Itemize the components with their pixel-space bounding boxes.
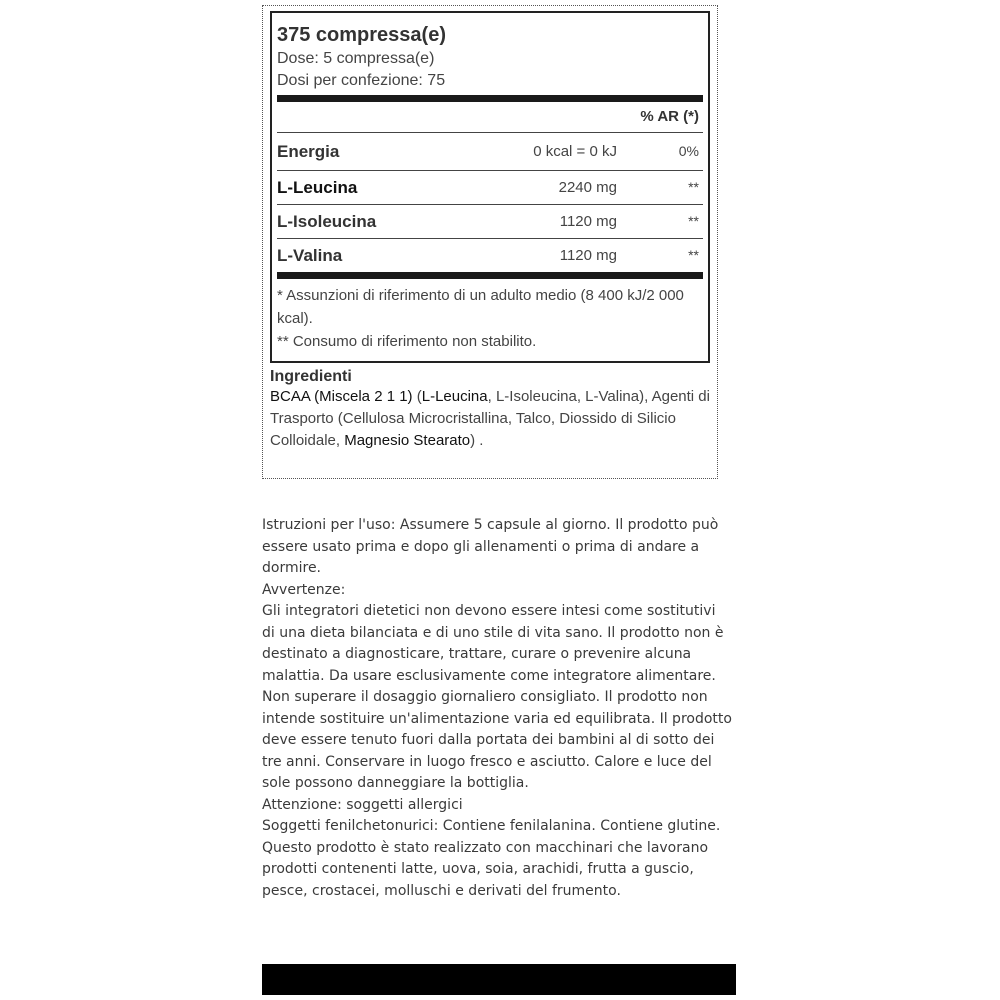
row-pct: ** bbox=[688, 247, 699, 263]
header-pct: % AR (*) bbox=[640, 108, 699, 125]
product-label bbox=[262, 5, 718, 479]
package-count: 375 compressa(e) bbox=[277, 24, 446, 46]
usage-instructions: Istruzioni per l'uso: Assumere 5 capsule al giorno. Il prodotto può essere usato prima e dopo gli allenamenti o prima di andare a dormire. Avvertenze: Gli integratori dietetici non devono essere intesi come sostitutivi di una dieta bilanciata e di uno stile di vita sano. Il prodotto non è destinato a diagnosticare, trattare, curare o prevenire alcuna malattia. Da usare esclusivamente come integratore alimentare. Non superare il dosaggio giornaliero consigliato. Il prodotto non intende sostituire un'alimentazione varia ed equilibrata. Il prodotto deve essere tenuto fuori dalla portata dei bambini al di sotto dei tre anni. Conservare in luogo fresco e asciutto. Calore e luce del sole possono danneggiare la bottiglia. Attenzione: soggetti allergici Soggetti fenilchetonurici: Contiene fenilalanina. Contiene glutine. Questo prodotto è stato realizzato con macchinari che lavorano prodotti contenenti latte, uova, soia, arachidi, frutta a guscio, pesce, crostacei, molluschi e derivati del frumento. bbox=[262, 517, 732, 899]
row-pct: ** bbox=[688, 179, 699, 195]
table-row-isoleucina bbox=[277, 205, 703, 239]
row-amount: 0 kcal = 0 kJ bbox=[533, 143, 617, 160]
row-pct: ** bbox=[688, 213, 699, 229]
row-name: L-Isoleucina bbox=[277, 212, 377, 231]
table-row-valina bbox=[277, 239, 703, 272]
row-pct: 0% bbox=[678, 143, 699, 159]
row-amount: 1120 mg bbox=[559, 247, 617, 264]
ingredient-bcaa: BCAA (Miscela 2 1 1) bbox=[270, 388, 413, 405]
ingredient-magnesio: Magnesio Stearato bbox=[344, 432, 471, 449]
footnotes bbox=[277, 284, 703, 353]
thick-divider bbox=[277, 95, 703, 102]
table-row-leucina bbox=[277, 171, 703, 205]
servings-line: Dosi per confezione: 75 bbox=[277, 72, 446, 89]
thick-divider bbox=[277, 272, 703, 279]
row-name: L-Valina bbox=[277, 246, 343, 265]
ingredients-section bbox=[270, 368, 710, 452]
dose-line: Dose: 5 compressa(e) bbox=[277, 50, 435, 67]
ingredients-text bbox=[270, 386, 710, 452]
row-name: L-Leucina bbox=[277, 178, 358, 197]
black-bar bbox=[262, 964, 736, 995]
table-row-energia bbox=[277, 133, 703, 171]
footnote-reference-intake: * Assunzioni di riferimento di un adulto medio (8 400 kJ/2 000 kcal). bbox=[277, 287, 684, 327]
nutrition-facts-box bbox=[270, 11, 710, 363]
row-amount: 2240 mg bbox=[558, 179, 617, 196]
row-name: Energia bbox=[277, 142, 340, 161]
ingredients-part: ) . bbox=[470, 432, 484, 449]
ingredients-part: ( bbox=[412, 388, 422, 405]
table-header-row bbox=[277, 102, 703, 133]
ingredients-title: Ingredienti bbox=[270, 368, 352, 385]
footnote-not-established: ** Consumo di riferimento non stabilito. bbox=[277, 333, 537, 350]
ingredient-leucina: L-Leucina bbox=[421, 388, 488, 405]
row-amount: 1120 mg bbox=[559, 213, 617, 230]
ingredients-part: , L-Isoleucina, L-Valina), Agenti di Trasporto (Cellulosa Microcristallina, Talco, Diossido di Silicio Colloidale, bbox=[270, 388, 710, 449]
